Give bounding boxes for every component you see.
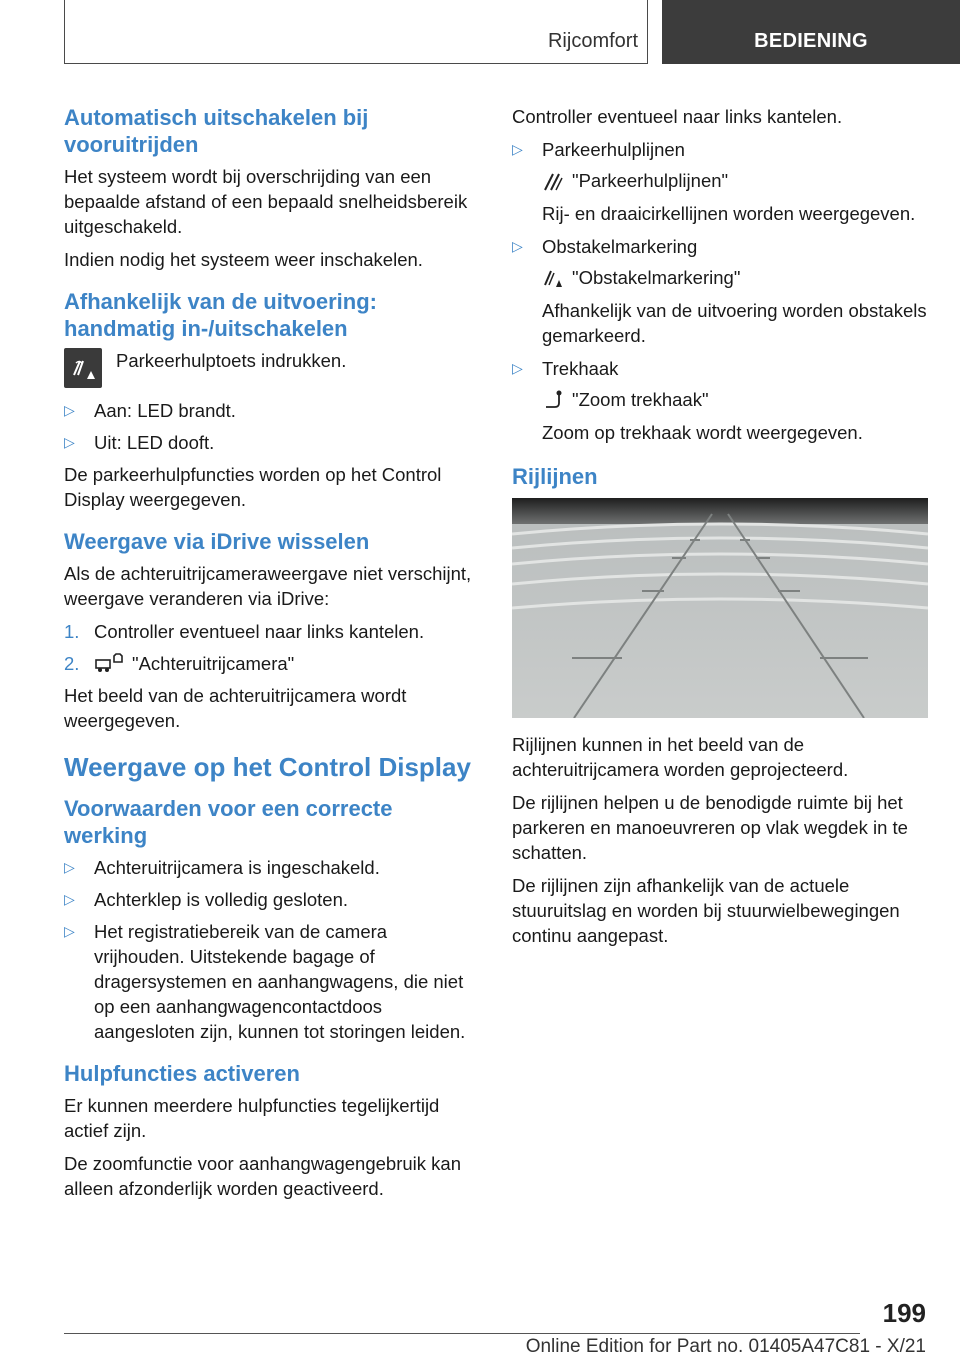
footer-divider bbox=[64, 1333, 860, 1334]
triangle-bullet-icon: ▷ bbox=[512, 141, 523, 157]
list-item-text: Achteruitrijcamera is ingeschakeld. bbox=[94, 857, 380, 878]
triangle-bullet-icon: ▷ bbox=[512, 360, 523, 376]
para-auto-off-1: Het systeem wordt bij overschrijding van een bepaalde afstand of een bepaald snelheidsbereik uitgeschakeld. bbox=[64, 166, 468, 237]
para-assist-1: Er kunnen meerdere hulpfuncties tegelijkertijd actief zijn. bbox=[64, 1095, 440, 1141]
step-text: Controller eventueel naar links kantelen. bbox=[94, 621, 425, 642]
list-item bbox=[512, 137, 928, 162]
option-label: Parkeerhulplijnen bbox=[542, 139, 685, 160]
heading-idrive: Weergave via iDrive wisselen bbox=[64, 529, 370, 554]
triangle-bullet-icon: ▷ bbox=[64, 434, 75, 450]
idrive-steps bbox=[64, 619, 478, 676]
header-section-title: Rijcomfort bbox=[547, 30, 638, 52]
step-text: "Achteruitrijcamera" bbox=[132, 653, 295, 674]
rear-camera-icon bbox=[94, 652, 124, 674]
para-idrive: Als de achteruitrijcameraweergave niet verschijnt, weergave veranderen via iDrive: bbox=[64, 563, 472, 609]
list-item-text: Het registratiebereik van de camera vrijhouden. Uitstekende bagage of dragersystemen en aanhangwagens, die niet op een aanhangwagencontactdoos aangesloten zijn, kunnen tot storingen leiden. bbox=[94, 921, 466, 1042]
list-item-text: Uit: LED dooft. bbox=[94, 432, 215, 453]
list-item bbox=[64, 430, 478, 455]
list-item bbox=[512, 234, 928, 259]
footer-edition: Online Edition for Part no. 01405A47C81 - X/21 bbox=[525, 1336, 926, 1357]
triangle-bullet-icon: ▷ bbox=[512, 238, 523, 254]
list-item bbox=[64, 398, 478, 423]
option-menu-text: "Zoom trekhaak" bbox=[572, 389, 709, 410]
assist-options-list-3 bbox=[512, 356, 928, 381]
triangle-bullet-icon: ▷ bbox=[64, 859, 75, 875]
parking-lines-icon bbox=[542, 170, 564, 192]
triangle-bullet-icon: ▷ bbox=[64, 402, 75, 418]
option-menu-text: "Parkeerhulplijnen" bbox=[572, 170, 729, 191]
park-button-instruction bbox=[64, 348, 478, 388]
option-desc: Zoom op trekhaak wordt weergegeven. bbox=[542, 422, 863, 443]
heading-conditions: Voorwaarden voor een correcte werking bbox=[64, 796, 393, 848]
option-label: Trekhaak bbox=[542, 358, 619, 379]
para-lanes-3: De rijlijnen zijn afhankelijk van de actuele stuuruitslag en worden bij stuurwielbewegingen continu aangepast. bbox=[512, 875, 900, 946]
triangle-bullet-icon: ▷ bbox=[64, 923, 75, 939]
option-menu-line bbox=[512, 265, 928, 290]
triangle-bullet-icon: ▷ bbox=[64, 891, 75, 907]
conditions-list bbox=[64, 855, 478, 1044]
option-menu-line bbox=[512, 168, 928, 193]
option-menu-line bbox=[512, 387, 928, 412]
assist-options-list bbox=[512, 137, 928, 162]
assist-options-list-2 bbox=[512, 234, 928, 259]
option-menu-text: "Obstakelmarkering" bbox=[572, 267, 741, 288]
page-number: 199 bbox=[882, 1298, 926, 1328]
list-item bbox=[64, 855, 478, 880]
option-desc: Afhankelijk van de uitvoering worden obstakels gemarkeerd. bbox=[542, 300, 927, 346]
step-number: 2. bbox=[64, 653, 80, 674]
step-number: 1. bbox=[64, 621, 80, 642]
obstacle-marking-icon bbox=[542, 267, 564, 289]
option-label: Obstakelmarkering bbox=[542, 236, 698, 257]
heading-manual: Afhankelijk van de uitvoering: handmatig in-/uitschakelen bbox=[64, 289, 377, 341]
para-idrive-after: Het beeld van de achteruitrijcamera wordt weergegeven. bbox=[64, 685, 407, 731]
rear-camera-lanes-image bbox=[512, 498, 928, 718]
heading-display: Weergave op het Control Display bbox=[64, 752, 471, 782]
list-item bbox=[64, 919, 478, 1044]
list-item bbox=[64, 887, 478, 912]
list-item-text: Achterklep is volledig gesloten. bbox=[94, 889, 349, 910]
para-lanes-2: De rijlijnen helpen u de benodigde ruimte bij het parkeren en manoeuvreren op vlak wegdek in te schatten. bbox=[512, 792, 908, 863]
para-manual-after: De parkeerhulpfuncties worden op het Control Display weergegeven. bbox=[64, 464, 442, 510]
manual-list bbox=[64, 398, 478, 455]
option-desc: Rij- en draaicirkellijnen worden weergegeven. bbox=[542, 203, 916, 224]
step-item bbox=[64, 619, 478, 644]
heading-assist: Hulpfuncties activeren bbox=[64, 1061, 300, 1086]
list-item bbox=[512, 356, 928, 381]
list-item-text: Aan: LED brandt. bbox=[94, 400, 236, 421]
heading-auto-off: Automatisch uitschakelen bij vooruitrijden bbox=[64, 105, 369, 157]
trailer-hitch-icon bbox=[542, 389, 564, 411]
header-chapter-tab: BEDIENING bbox=[662, 0, 960, 64]
park-button-text: Parkeerhulptoets indrukken. bbox=[116, 350, 347, 371]
para-right-intro: Controller eventueel naar links kantelen. bbox=[512, 106, 843, 127]
heading-lanes: Rijlijnen bbox=[512, 464, 598, 489]
para-auto-off-2: Indien nodig het systeem weer inschakelen. bbox=[64, 249, 423, 270]
para-assist-2: De zoomfunctie voor aanhangwagengebruik kan alleen afzonderlijk worden geactiveerd. bbox=[64, 1153, 461, 1199]
para-lanes-1: Rijlijnen kunnen in het beeld van de achteruitrijcamera worden geprojecteerd. bbox=[512, 734, 849, 780]
park-assist-button-icon bbox=[64, 348, 102, 388]
right-column bbox=[512, 104, 928, 956]
step-item bbox=[64, 651, 478, 676]
left-column bbox=[64, 104, 478, 1209]
